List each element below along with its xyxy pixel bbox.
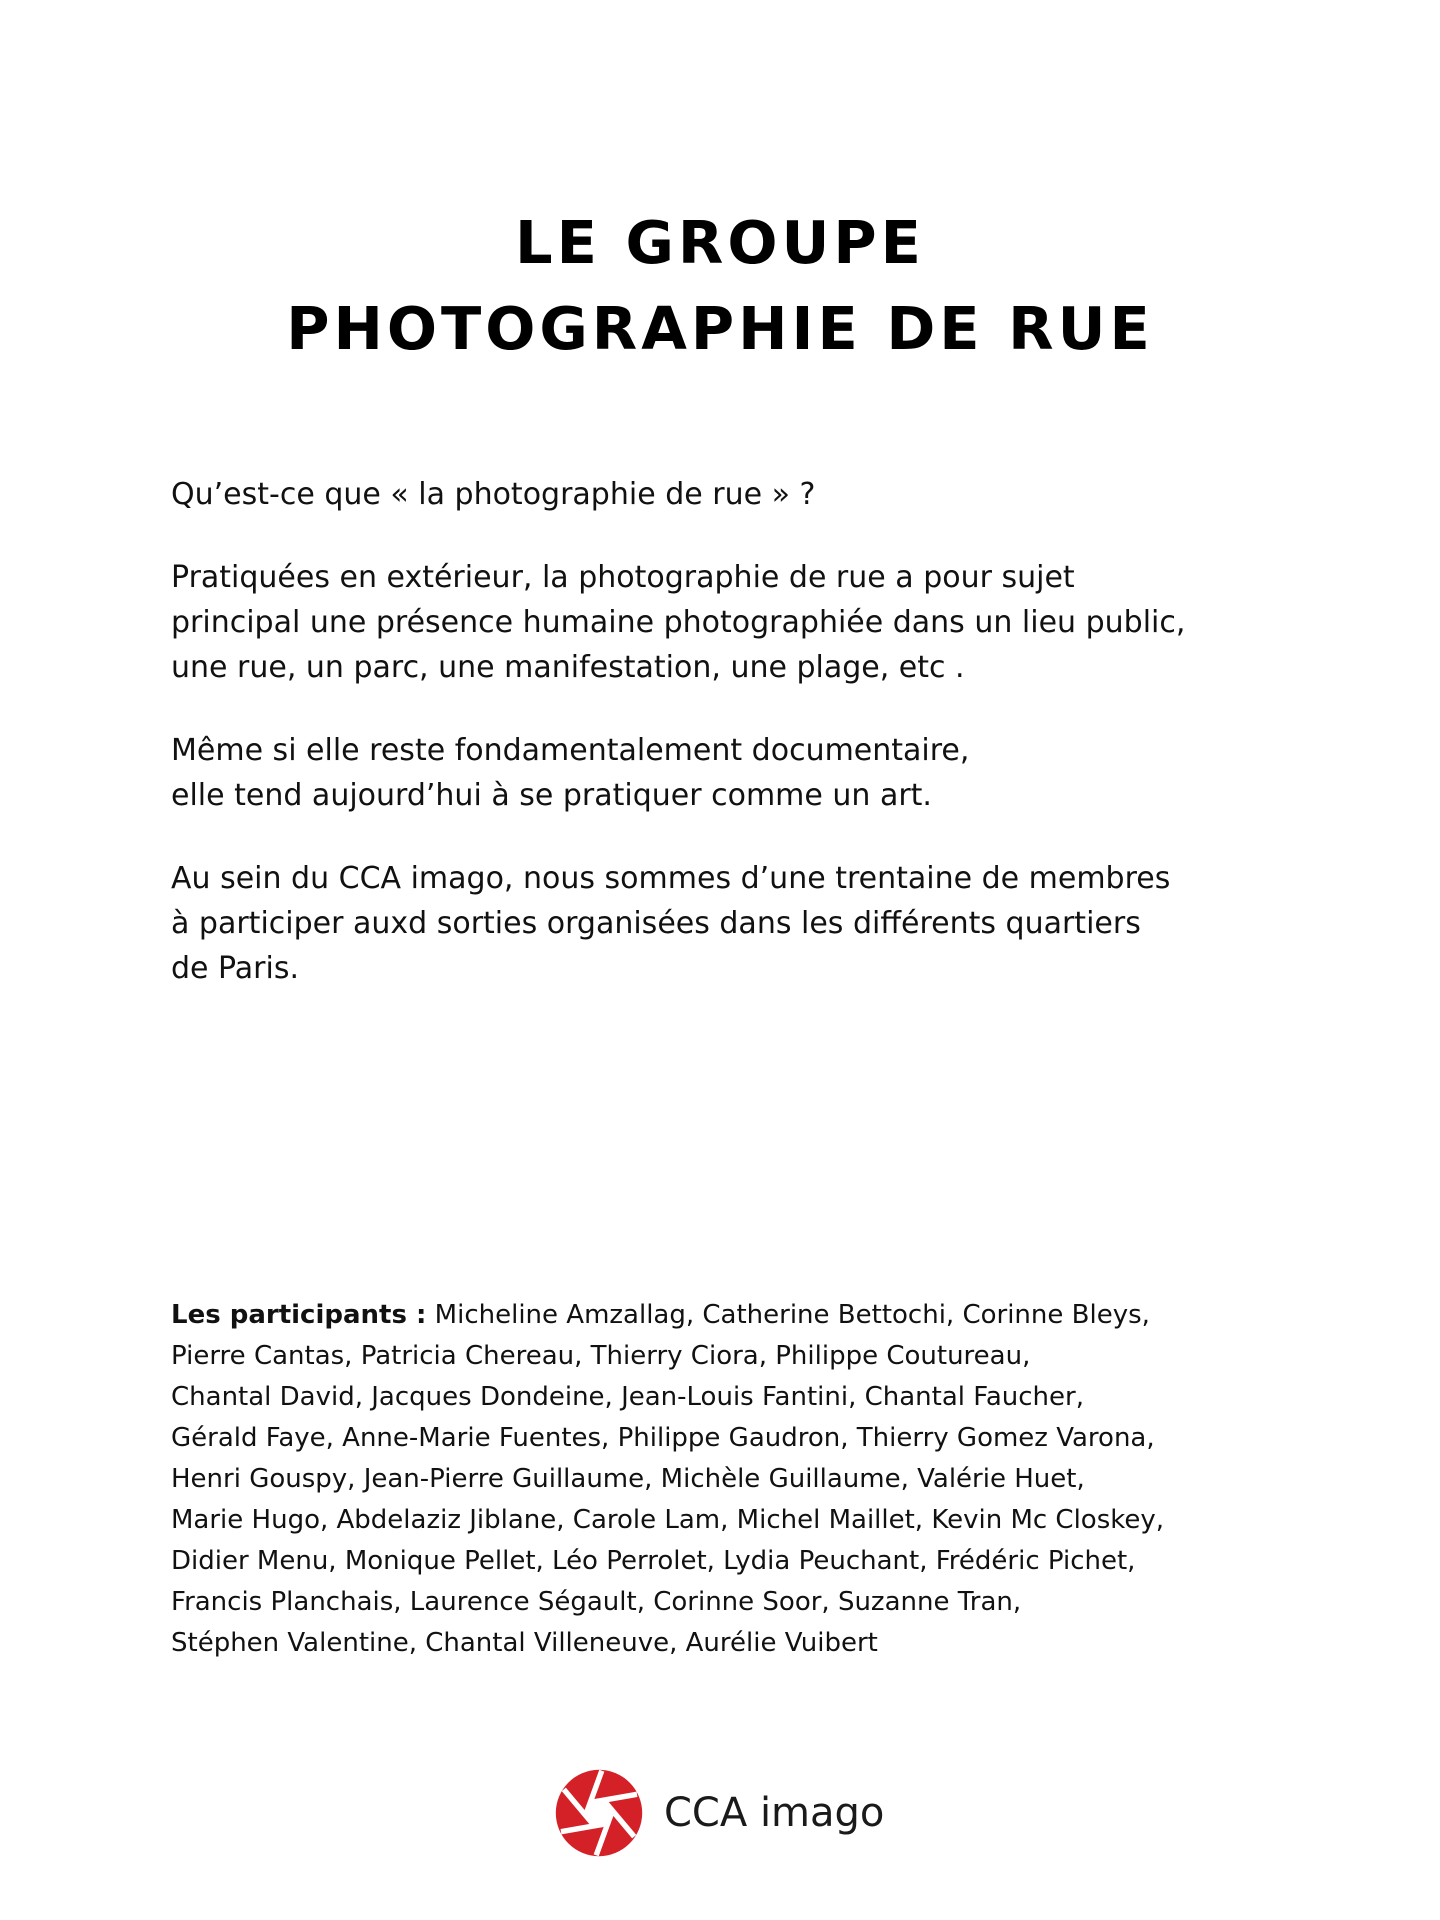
participants-line: [171, 1295, 1321, 1336]
participants-line: Marie Hugo, Abdelaziz Jiblane, Carole Lam, Michel Maillet, Kevin Mc Closkey,: [171, 1505, 1165, 1535]
participants-line: Didier Menu, Monique Pellet, Léo Perrolet, Lydia Peuchant, Frédéric Pichet,: [171, 1546, 1136, 1576]
intro-paragraph-3: [171, 856, 1321, 991]
participants-list: [171, 1295, 1321, 1664]
text-line: elle tend aujourd’hui à se pratiquer comme un art.: [171, 778, 932, 813]
cca-imago-logo: [554, 1768, 884, 1858]
intro-paragraph-1: [171, 555, 1321, 690]
participants-line: Chantal David, Jacques Dondeine, Jean-Louis Fantini, Chantal Faucher,: [171, 1382, 1084, 1412]
aperture-center: [587, 1801, 610, 1824]
logo-text: CCA imago: [664, 1790, 885, 1836]
camera-aperture-icon: [554, 1768, 644, 1858]
intro-question: Qu’est-ce que « la photographie de rue » ?: [171, 477, 816, 512]
participants-line: Henri Gouspy, Jean-Pierre Guillaume, Michèle Guillaume, Valérie Huet,: [171, 1464, 1085, 1494]
participants-line: Stéphen Valentine, Chantal Villeneuve, Aurélie Vuibert: [171, 1628, 878, 1658]
participants-line: Pierre Cantas, Patricia Chereau, Thierry Ciora, Philippe Coutureau,: [171, 1341, 1031, 1371]
text-line: à participer auxd sorties organisées dans les différents quartiers: [171, 906, 1141, 941]
text-line: Pratiquées en extérieur, la photographie de rue a pour sujet: [171, 560, 1075, 595]
title-line-2: PHOTOGRAPHIE DE RUE: [286, 294, 1154, 363]
page-title: [0, 200, 1440, 372]
intro-paragraph-2: [171, 728, 1321, 818]
participants-names: Micheline Amzallag, Catherine Bettochi, Corinne Bleys,: [426, 1300, 1150, 1330]
text-line: Au sein du CCA imago, nous sommes d’une trentaine de membres: [171, 861, 1171, 896]
text-line: une rue, un parc, une manifestation, une plage, etc .: [171, 650, 965, 685]
text-line: Même si elle reste fondamentalement documentaire,: [171, 733, 970, 768]
participants-line: Gérald Faye, Anne-Marie Fuentes, Philippe Gaudron, Thierry Gomez Varona,: [171, 1423, 1155, 1453]
title-line-1: LE GROUPE: [515, 208, 925, 277]
text-line: principal une présence humaine photographiée dans un lieu public,: [171, 605, 1186, 640]
participants-line: Francis Planchais, Laurence Ségault, Corinne Soor, Suzanne Tran,: [171, 1587, 1022, 1617]
intro-text: [171, 472, 1321, 1029]
text-line: de Paris.: [171, 951, 299, 986]
participants-label: Les participants :: [171, 1300, 427, 1330]
